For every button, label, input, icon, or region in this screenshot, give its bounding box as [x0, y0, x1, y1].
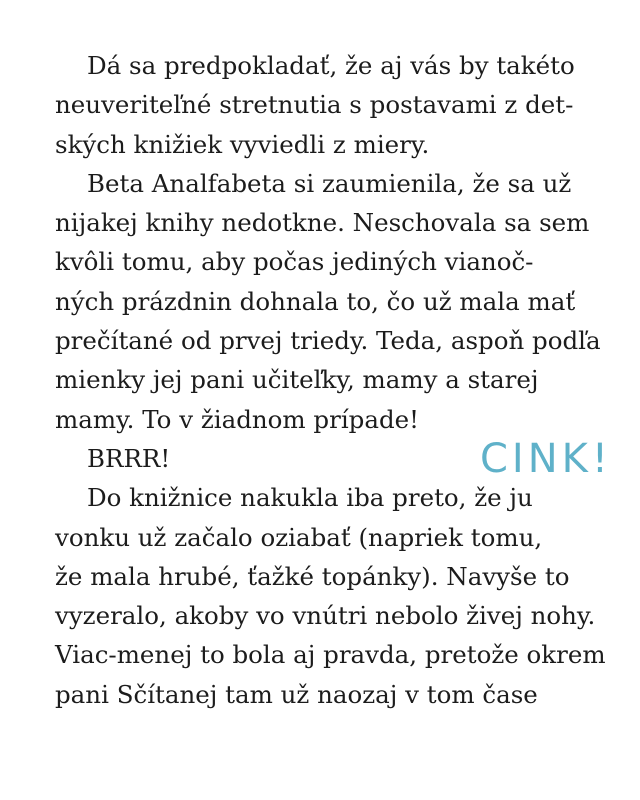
text-line: nijakej knihy nedotkne. Neschovala sa sem [55, 208, 590, 238]
text-line: BRRR! [87, 443, 171, 473]
text-line: Dá sa predpokladať, že aj vás by takéto [87, 51, 575, 80]
text-line: vonku už začalo oziabať (napriek tomu, [55, 522, 543, 552]
text-line: pani Sčítanej tam už naozaj v tom čase [55, 679, 538, 709]
text-line: vyzeralo, akoby vo vnútri nebolo živej nohy. [55, 601, 596, 631]
text-line: Beta Analfabeta si zaumienila, že sa už [87, 168, 572, 198]
sound-effect-label: CINK! [480, 436, 612, 482]
text-line: prečítané od prvej triedy. Teda, aspoň podľa [55, 326, 601, 356]
text-line: Viac-menej to bola aj pravda, pretože okrem [55, 640, 606, 670]
body-text [55, 46, 615, 714]
text-line: neuveriteľné stretnutia s postavami z det- [55, 90, 574, 120]
text-line: že mala hrubé, ťažké topánky). Navyše to [55, 561, 570, 591]
text-line: ských knižiek vyviedli z miery. [55, 129, 430, 159]
text-line: mienky jej pani učiteľky, mamy a starej [55, 365, 539, 395]
text-line: mamy. To v žiadnom prípade! [55, 404, 419, 434]
text-line: kvôli tomu, aby počas jediných vianoč- [55, 247, 534, 277]
text-line: ných prázdnin dohnala to, čo už mala mať [55, 286, 576, 316]
text-line: Do knižnice nakukla iba preto, že ju [87, 483, 533, 513]
